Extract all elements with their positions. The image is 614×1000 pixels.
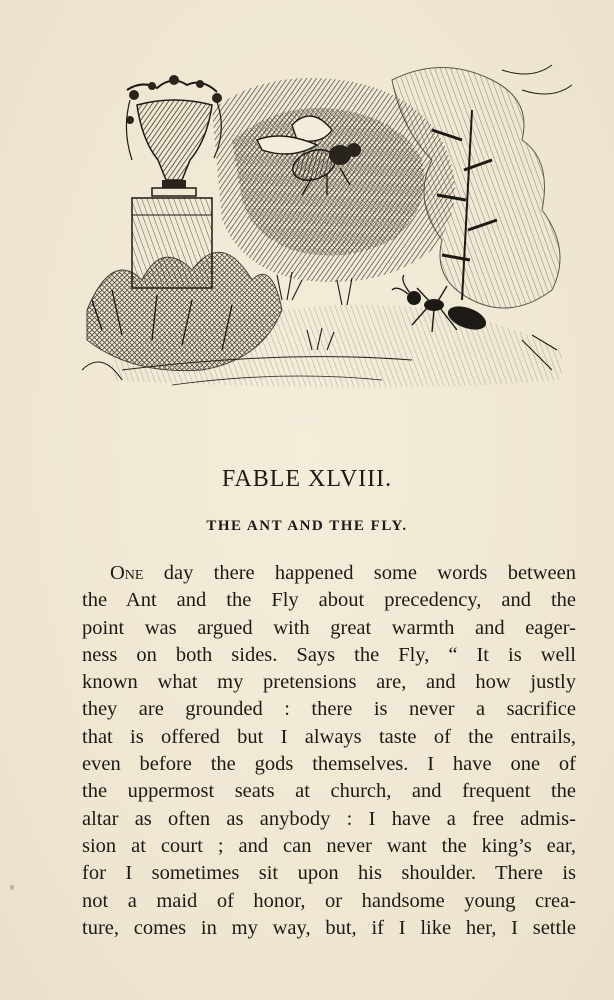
engraving-ant-and-fly (82, 50, 582, 405)
text-line-content: day there happened some words between (143, 562, 576, 584)
text-line: known what my pretensions are, and how justly (82, 671, 576, 694)
text-line: ture, comes in my way, but, if I like her, I settle (82, 916, 576, 939)
text-line: they are grounded : there is never a sacrifice (82, 698, 576, 721)
text-line (82, 560, 576, 587)
text-line: point was argued with great warmth and eager- (82, 616, 576, 639)
text-line: the uppermost seats at church, and frequent the (82, 780, 576, 803)
text-line: ness on both sides. Says the Fly, “ It is well (82, 643, 576, 666)
text-line: sion at court ; and can never want the king’s ear, (82, 834, 576, 857)
text-line: altar as often as anybody : I have a free admis- (82, 807, 576, 830)
paper-speck (10, 885, 14, 890)
text-line: not a maid of honor, or handsome young crea- (82, 889, 576, 912)
fable-title: FABLE XLVIII. (221, 466, 393, 492)
text-line: the Ant and the Fly about precedency, and the (82, 589, 576, 612)
fable-body (82, 560, 576, 942)
first-word: One (110, 562, 144, 584)
text-line: that is offered but I always taste of the entrails, (82, 725, 576, 748)
fable-subtitle: THE ANT AND THE FLY. (206, 518, 408, 534)
text-line: for I sometimes sit upon his shoulder. There is (82, 862, 576, 885)
text-line: even before the gods themselves. I have one of (82, 753, 576, 776)
